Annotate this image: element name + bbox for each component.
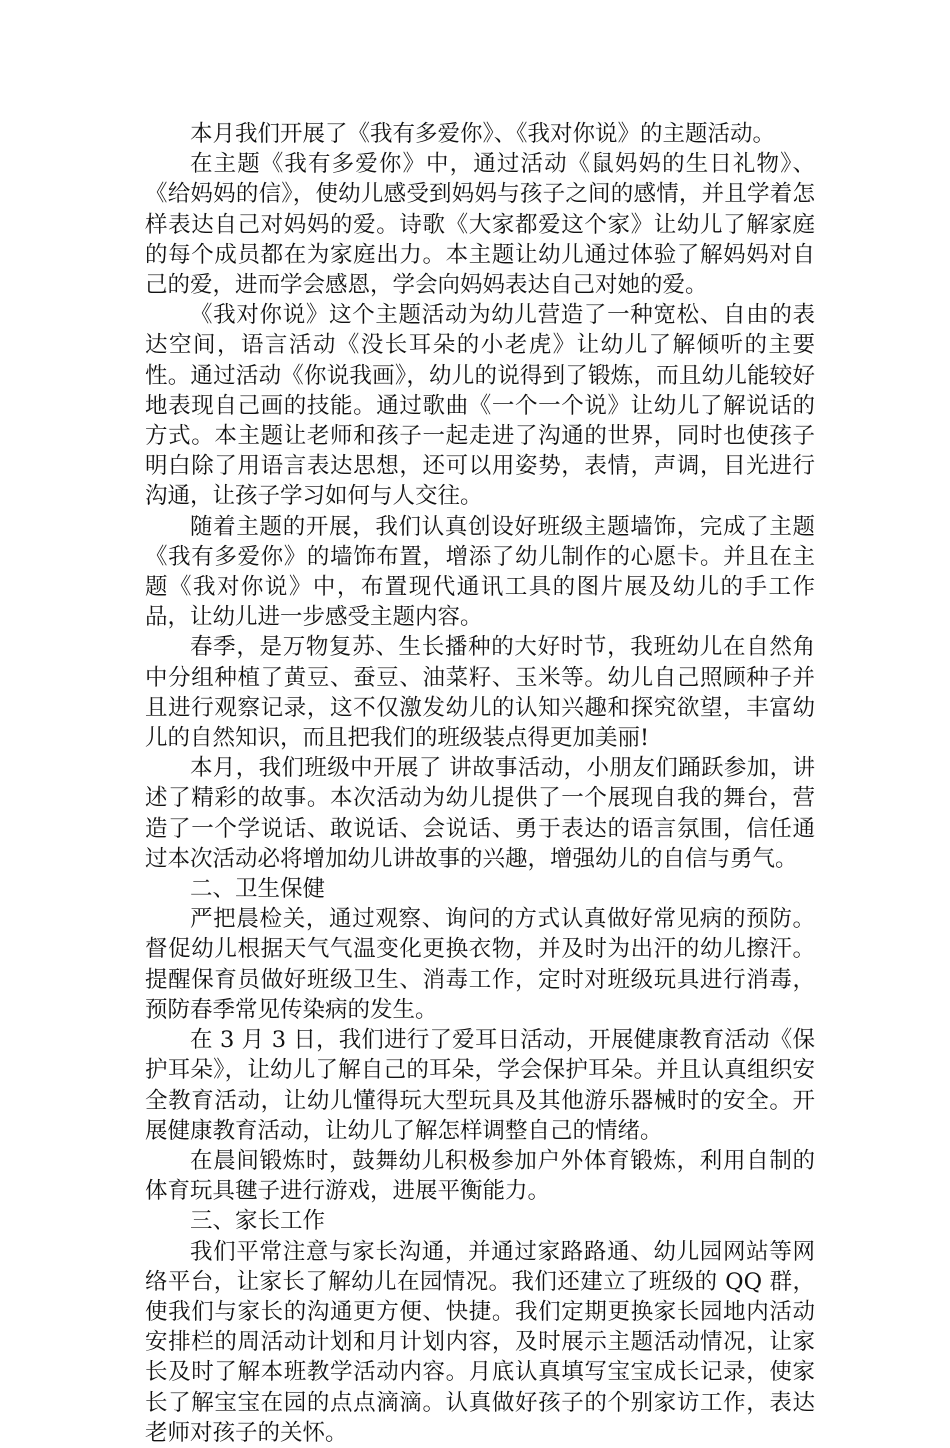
paragraph-ear-day: 在 3 月 3 日，我们进行了爱耳日活动，开展健康教育活动《保护耳朵》，让幼儿了解自己的耳朵，学会保护耳朵。并且认真组织安全教育活动，让幼儿懂得玩大型玩具及其他游乐器械时的安全。开展健康教育活动，让幼儿了解怎样调整自己的情绪。 xyxy=(145,1027,815,1144)
paragraph-parent-communication: 我们平常注意与家长沟通，并通过家路路通、幼儿园网站等网络平台，让家长了解幼儿在园情况。我们还建立了班级的 QQ 群，使我们与家长的沟通更方便、快捷。我们定期更换家长园地内活动安排栏的周活动计划和月计划内容，及时展示主题活动情况，让家长及时了解本班教学活动内容。月底认真填写宝宝成长记录，使家长了解宝宝在园的点点滴滴。认真做好孩子的个别家访工作，表达老师对孩子的关怀。 xyxy=(145,1238,815,1446)
paragraph-intro: 本月我们开展了《我有多爱你》、《我对你说》的主题活动。 xyxy=(190,121,776,147)
paragraph-wall-decoration: 随着主题的开展，我们认真创设好班级主题墙饰，完成了主题《我有多爱你》的墙饰布置，增添了幼儿制作的心愿卡。并且在主题《我对你说》中，布置现代通讯工具的图片展及幼儿的手工作品，让幼儿进一步感受主题内容。 xyxy=(145,513,815,631)
paragraph-morning-exercise: 在晨间锻炼时，鼓舞幼儿积极参加户外体育锻炼，利用自制的体育玩具毽子进行游戏，进展平衡能力。 xyxy=(145,1147,815,1205)
paragraph-storytelling: 本月，我们班级中开展了 讲故事活动，小朋友们踊跃参加，讲述了精彩的故事。本次活动为幼儿提供了一个展现自我的舞台，营造了一个学说话、敢说话、会说话、勇于表达的语言氛围，信任通过本次活动必将增加幼儿讲故事的兴趣，增强幼儿的自信与勇气。 xyxy=(145,755,815,872)
paragraph-theme-love: 在主题《我有多爱你》中，通过活动《鼠妈妈的生日礼物》、《给妈妈的信》，使幼儿感受到妈妈与孩子之间的感情，并且学着怎样表达自己对妈妈的爱。诗歌《大家都爱这个家》让幼儿了解家庭的每个成员都在为家庭出力。本主题让幼儿通过体验了解妈妈对自己的爱，进而学会感恩，学会向妈妈表达自己对她的爱。 xyxy=(145,151,815,299)
document-body xyxy=(145,119,815,1448)
paragraph-spring-planting: 春季，是万物复苏、生长播种的大好时节，我班幼儿在自然角中分组种植了黄豆、蚕豆、油菜籽、玉米等。幼儿自己照顾种子并且进行观察记录，这不仅激发幼儿的认知兴趣和探究欲望，丰富幼儿的自然知识，而且把我们的班级装点得更加美丽! xyxy=(145,634,815,752)
section-heading-parents: 三、家长工作 xyxy=(190,1208,326,1235)
paragraph-theme-tell: 《我对你说》这个主题活动为幼儿营造了一种宽松、自由的表达空间，语言活动《没长耳朵的小老虎》让幼儿了解倾听的主要性。通过活动《你说我画》，幼儿的说得到了锻炼，而且幼儿能较好地表现自己画的技能。通过歌曲《一个一个说》让幼儿了解说话的方式。本主题让老师和孩子一起走进了沟通的世界，同时也使孩子明白除了用语言表达思想，还可以用姿势，表情，声调，目光进行沟通，让孩子学习如何与人交往。 xyxy=(145,302,815,510)
section-heading-health: 二、卫生保健 xyxy=(190,876,326,903)
paragraph-morning-check: 严把晨检关，通过观察、询问的方式认真做好常见病的预防。督促幼儿根据天气气温变化更换衣物，并及时为出汗的幼儿擦汗。提醒保育员做好班级卫生、消毒工作，定时对班级玩具进行消毒，预防春季常见传染病的发生。 xyxy=(145,906,815,1023)
